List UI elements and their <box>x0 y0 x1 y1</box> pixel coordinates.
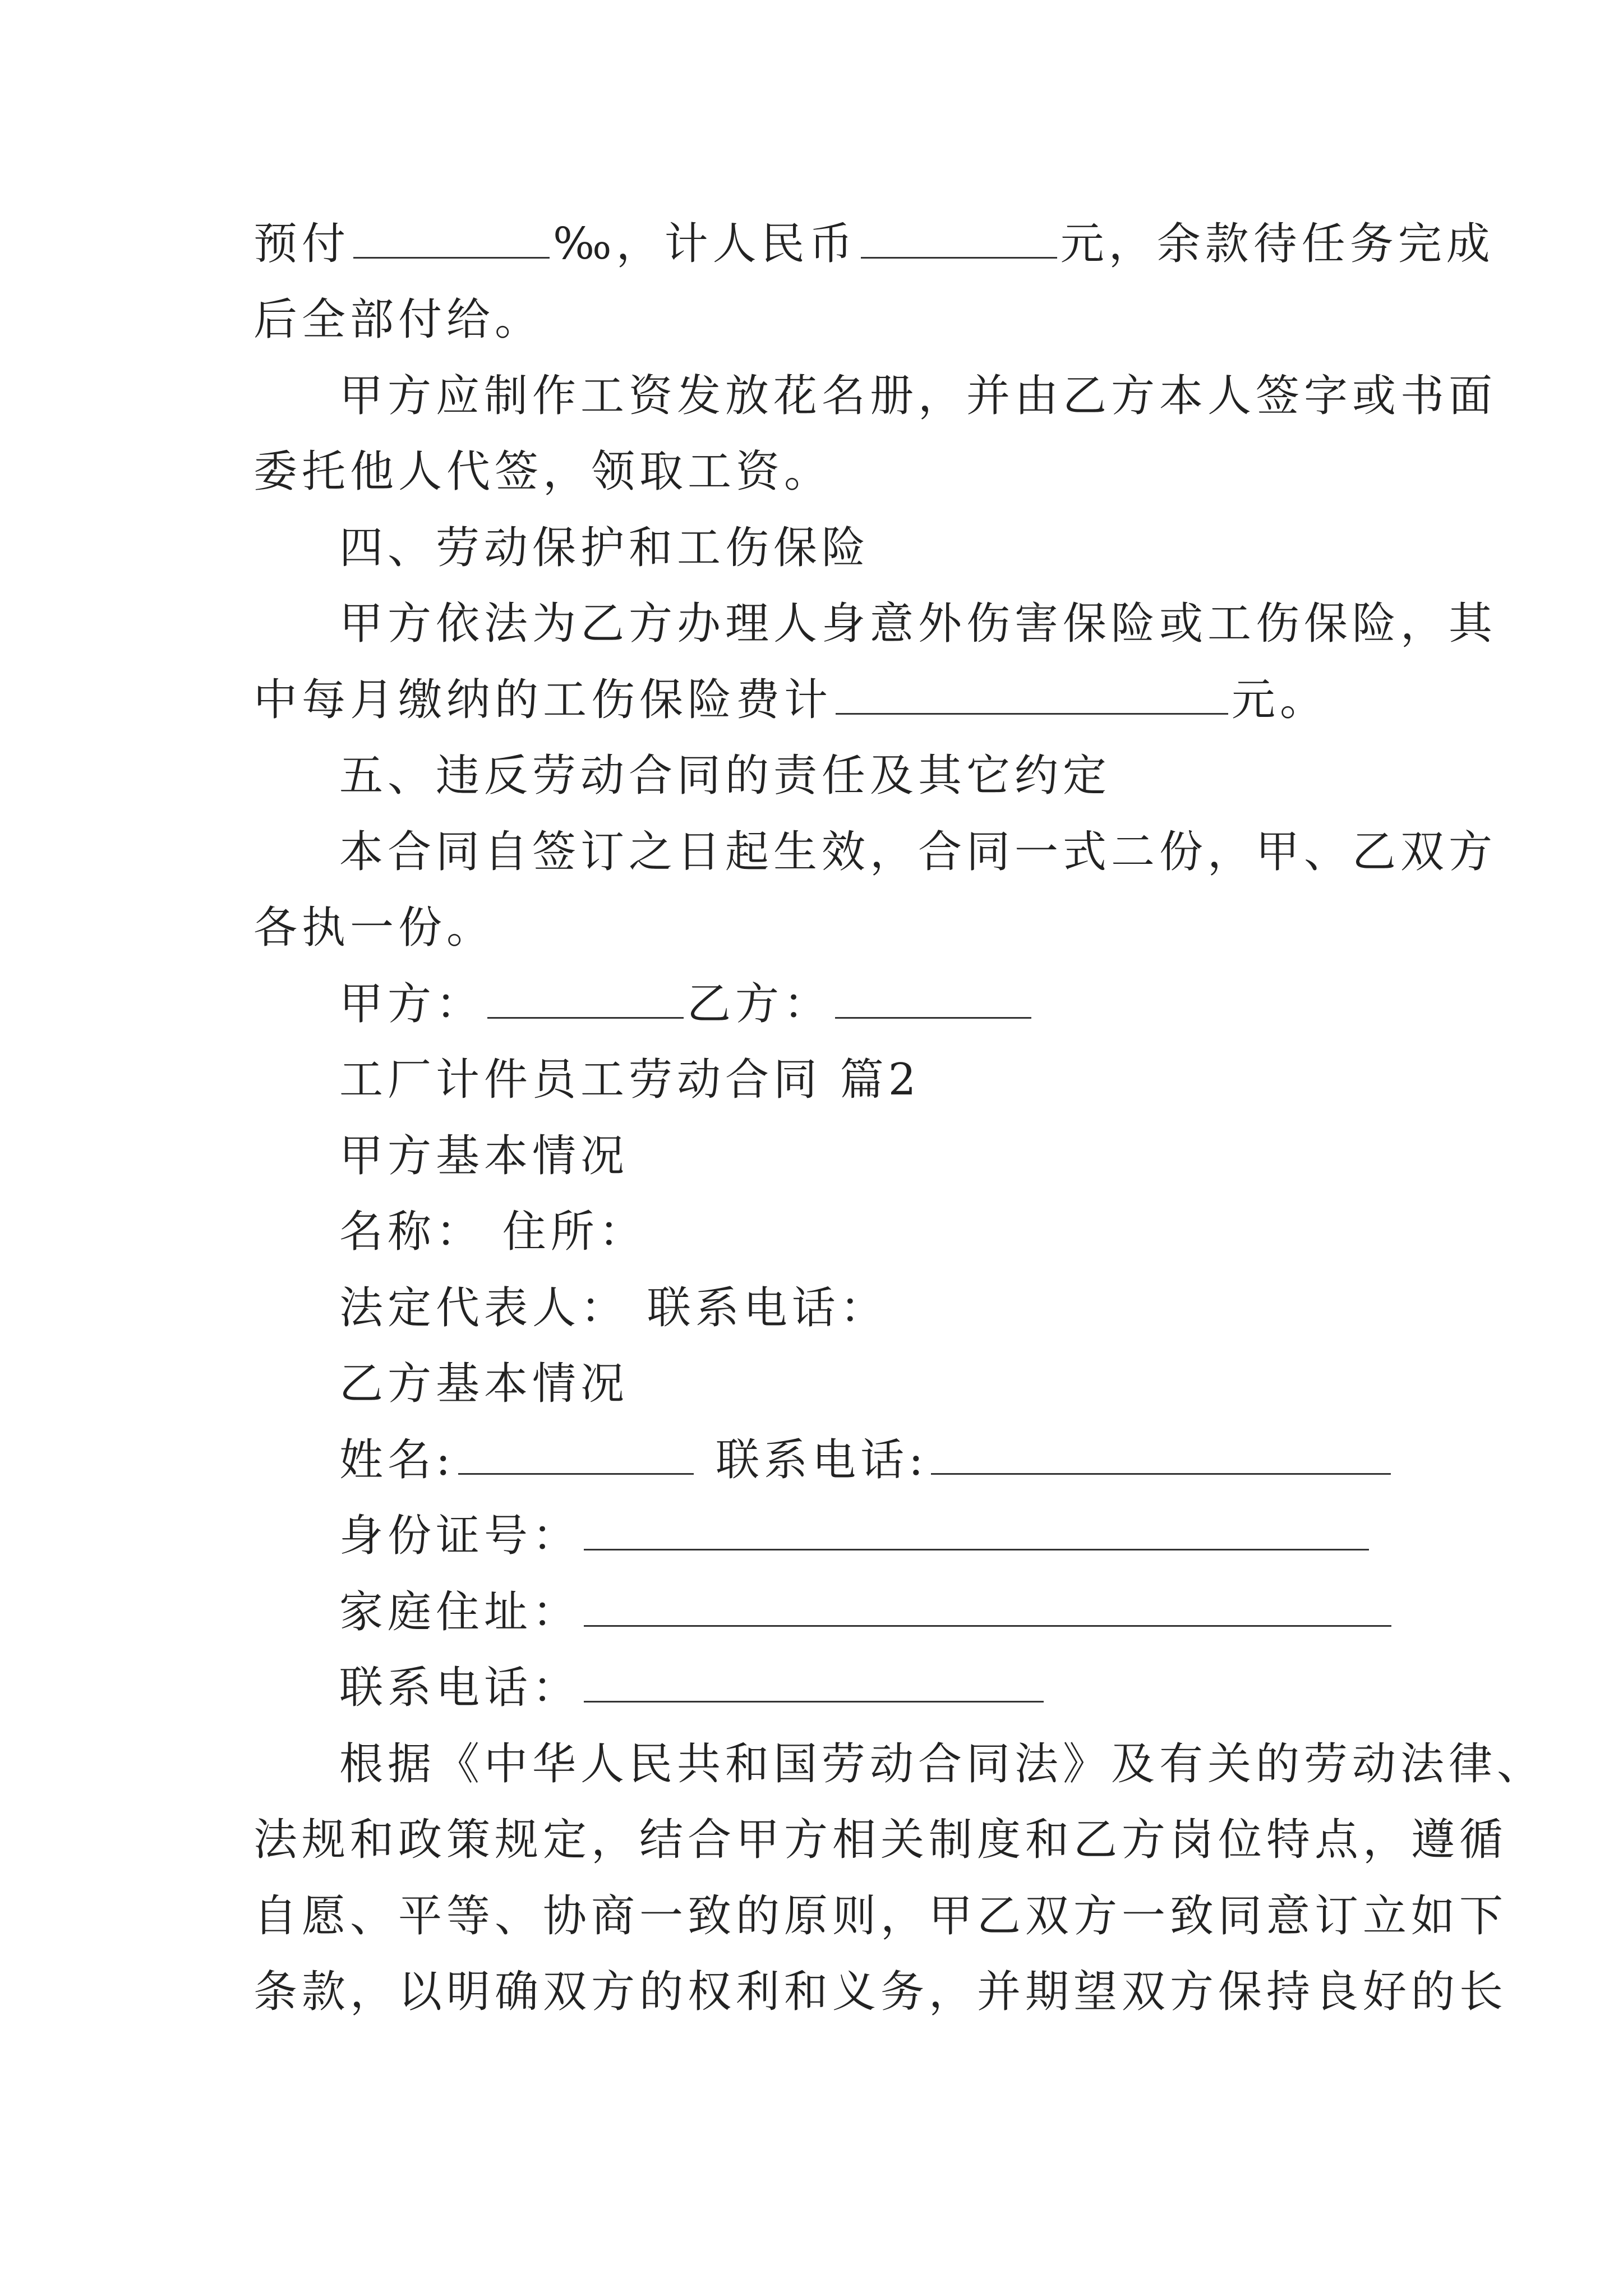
fill-blank <box>487 978 684 1019</box>
party-a-label: 甲方： <box>339 979 485 1029</box>
fill-blank <box>353 218 550 259</box>
section-heading: 乙方基本情况 <box>339 1359 629 1409</box>
text: 预付 <box>253 219 351 269</box>
text-line: 委托他人代签，领取工资。 <box>253 447 833 497</box>
fill-blank <box>931 1434 1391 1475</box>
fill-blank <box>584 1662 1044 1703</box>
text-line <box>253 673 1328 727</box>
party-b-label: 乙方： <box>687 979 832 1029</box>
paragraph-line: 甲方应制作工资发放花名册，并由乙方本人签字或书面 <box>339 371 1497 421</box>
text-line: 条款，以明确双方的权利和义务，并期望双方保持良好的长 <box>253 1967 1508 2017</box>
text: 中每月缴纳的工伤保险费计 <box>253 675 833 725</box>
text-line: 自愿、平等、协商一致的原则，甲乙双方一致同意订立如下 <box>253 1891 1508 1941</box>
field-line: 名称： 住所： <box>339 1207 647 1257</box>
fill-blank <box>458 1434 694 1475</box>
field-line <box>339 1509 1372 1563</box>
field-line <box>339 1661 1047 1715</box>
text: 元，余款待任务完成 <box>1060 219 1495 269</box>
fill-blank <box>584 1510 1369 1550</box>
field-line <box>339 1433 1394 1487</box>
section-heading: 四、劳动保护和工伤保险 <box>339 523 870 573</box>
field-line <box>339 1585 1395 1639</box>
text: 元。 <box>1232 675 1329 725</box>
section-heading: 甲方基本情况 <box>339 1131 629 1181</box>
phone-label: 联系电话: <box>716 1435 928 1485</box>
document-subtitle: 工厂计件员工劳动合同 篇2 <box>339 1055 921 1105</box>
phone-label: 联系电话： <box>339 1663 581 1713</box>
name-label: 姓名: <box>339 1435 455 1485</box>
text-line <box>253 217 1495 271</box>
field-line: 法定代表人： 联系电话： <box>339 1283 888 1333</box>
home-address-label: 家庭住址： <box>339 1587 581 1637</box>
fill-blank <box>835 978 1031 1019</box>
fill-blank <box>861 218 1057 259</box>
text-line: 后全部付给。 <box>253 295 543 345</box>
paragraph-line: 本合同自签订之日起生效，合同一式二份，甲、乙双方 <box>339 827 1497 877</box>
text-line: 各执一份。 <box>253 903 495 953</box>
section-heading: 五、违反劳动合同的责任及其它约定 <box>339 751 1112 801</box>
paragraph-line: 根据《中华人民共和国劳动合同法》及有关的劳动法律、 <box>339 1739 1546 1789</box>
text: ‰，计人民币 <box>553 219 857 269</box>
paragraph-line: 甲方依法为乙方办理人身意外伤害保险或工伤保险，其 <box>339 599 1497 649</box>
text-line: 法规和政策规定，结合甲方相关制度和乙方岗位特点，遵循 <box>253 1815 1508 1865</box>
fill-blank <box>836 674 1228 715</box>
signature-line <box>339 977 1035 1031</box>
fill-blank <box>584 1586 1391 1627</box>
id-number-label: 身份证号： <box>339 1511 581 1561</box>
